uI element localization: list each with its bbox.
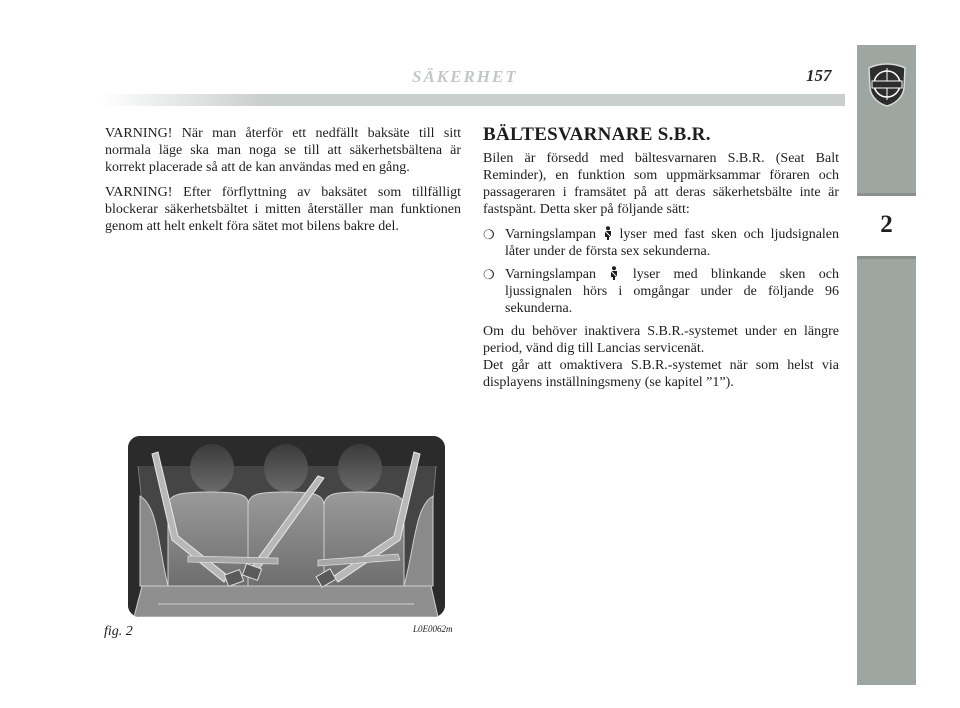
closing-paragraph-1: Om du behöver inaktivera S.B.R.-systemet under en längre period, vänd dig till Lancias servicenät. [483, 324, 839, 356]
figure-code: L0E0062m [413, 624, 453, 634]
figure-label: fig. 2 [104, 624, 133, 639]
header-rule [100, 94, 845, 106]
left-column [105, 125, 461, 243]
bullet-text-after: lyser med blinkande sken och ljussignalen hörs i omgångar under de följande 96 sekunderna. [505, 267, 839, 316]
bullet-text-before: Varningslampan [505, 267, 596, 282]
warning-paragraph-2: VARNING! Efter förflyttning av baksätet som tillfälligt blockerar säkerhetsbältet i mitten återställer man funktionen genom att helt enkelt föra sätet mot bilens bakre del. [105, 185, 461, 234]
list-item [483, 226, 839, 260]
lancia-logo-icon [866, 62, 908, 108]
seatbelt-warning-icon [609, 266, 619, 280]
bullet-circle-icon: ❍ [483, 267, 495, 282]
section-title: SÄKERHET [412, 67, 518, 86]
bullet-circle-icon: ❍ [483, 227, 495, 242]
page-number: 157 [806, 66, 832, 85]
closing-paragraph-2: Det går att omaktivera S.B.R.-systemet när som helst via displayens inställningsmeny (se kapitel ”1”). [483, 358, 839, 390]
bullet-text-after: lyser med fast sken och ljudsignalen låter under de första sex sekunderna. [505, 227, 840, 259]
seatbelt-warning-icon [603, 226, 613, 240]
bullet-text-before: Varningslampan [505, 227, 596, 242]
section-heading: BÄLTESVARNARE S.B.R. [483, 124, 711, 145]
rear-seat-drawing [128, 436, 445, 617]
intro-paragraph: Bilen är försedd med bältesvarnaren S.B.R. (Seat Balt Reminder), en funktion som uppmärksammar föraren och passageraren i framsätet på att deras säkerhetsbälte inte är fastspänt. Detta sker på följande sätt: [483, 151, 839, 217]
warning-paragraph-1: VARNING! När man återför ett nedfällt baksäte till sitt normala läge ska man noga se till att säkerhetsbältena är korrekt placerade så att de kan användas med en gång. [105, 126, 461, 175]
rear-seatbelt-illustration [128, 436, 445, 617]
chapter-number: 2 [880, 211, 893, 238]
list-item [483, 266, 839, 317]
chapter-sidebar [857, 45, 916, 685]
right-column [483, 150, 839, 399]
